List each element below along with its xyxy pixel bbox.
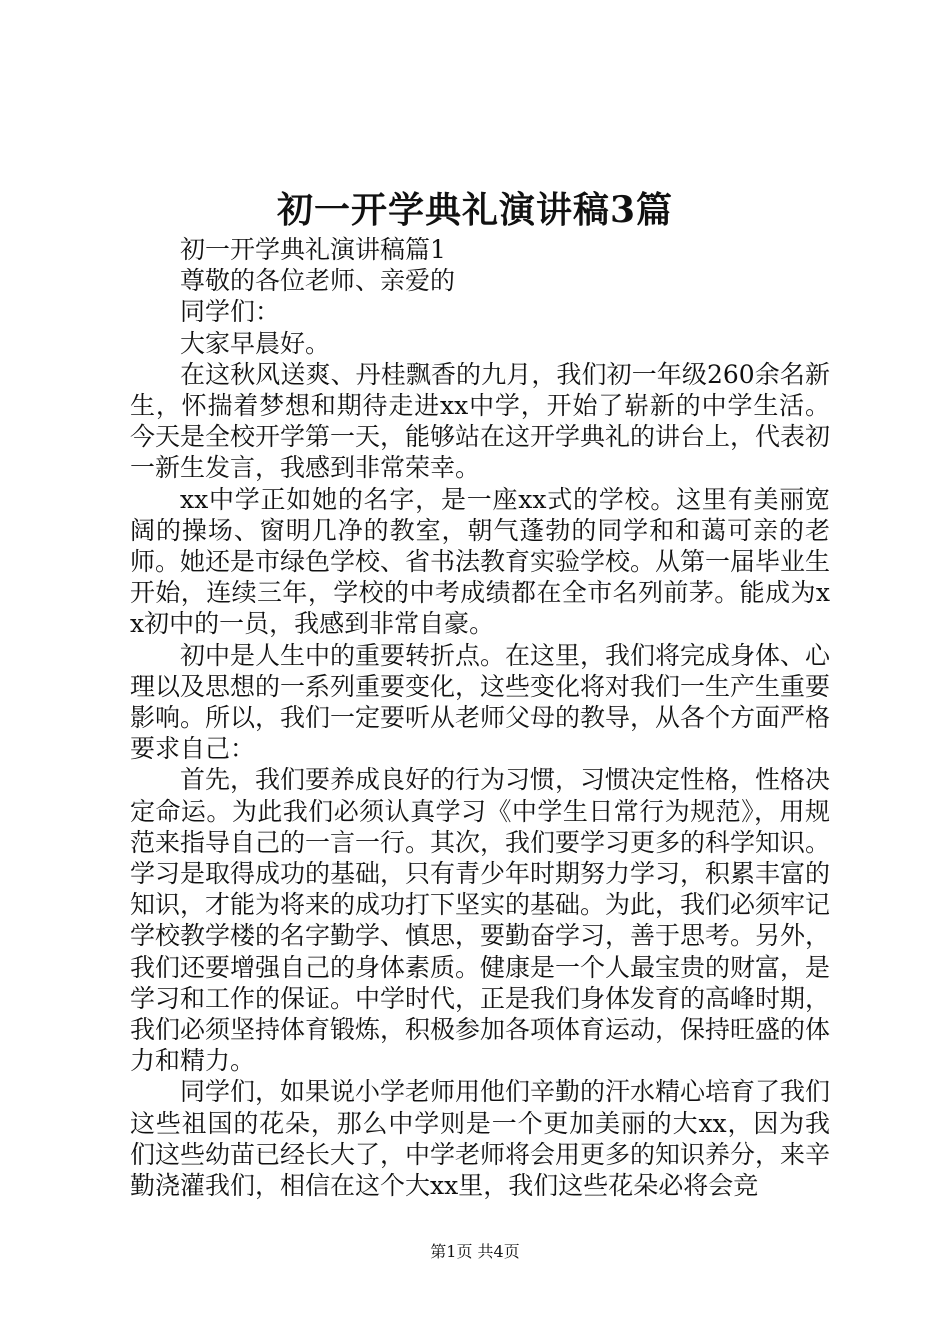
paragraph-salutation: 尊敬的各位老师、亲爱的 (180, 266, 456, 296)
page-footer: 第1页 共4页 (430, 1242, 520, 1261)
paragraph-salutation-cont: 同学们： (180, 297, 281, 327)
paragraph-greeting: 大家早晨好。 (180, 328, 331, 358)
paragraph-turning-point: 初中是人生中的重要转折点。在这里，我们将完成身体、心理以及思想的一系列重要变化，这些变化将对我们一生产生重要影响。所以，我们一定要听从老师父母的教导，从各个方面严格要求自己： (130, 640, 831, 764)
paragraph-intro: 在这秋风送爽、丹桂飘香的九月，我们初一年级260余名新生，怀揣着梦想和期待走进xx中学，开始了崭新的中学生活。今天是全校开学第一天，能够站在这开学典礼的讲台上，代表初一新生发言，我感到非常荣幸。 (130, 359, 831, 483)
paragraph-heading: 初一开学典礼演讲稿篇1 (180, 235, 446, 264)
document-title: 初一开学典礼演讲稿3篇 (276, 189, 674, 231)
document-body (130, 234, 830, 1201)
paragraph-closing: 同学们，如果说小学老师用他们辛勤的汗水精心培育了我们这些祖国的花朵，那么中学则是一个更加美丽的大xx，因为我们这些幼苗已经长大了，中学老师将会用更多的知识养分，来辛勤浇灌我们，相信在这个大xx里，我们这些花朵必将会竞 (130, 1077, 831, 1201)
paragraph-school: xx中学正如她的名字，是一座xx式的学校。这里有美丽宽阔的操场、窗明几净的教室，朝气蓬勃的同学和和蔼可亲的老师。她还是市绿色学校、省书法教育实验学校。从第一届毕业生开始，连续三年，学校的中考成绩都在全市名列前茅。能成为xx初中的一员，我感到非常自豪。 (130, 484, 831, 639)
paragraph-requirements: 首先，我们要养成良好的行为习惯，习惯决定性格，性格决定命运。为此我们必须认真学习《中学生日常行为规范》，用规范来指导自己的一言一行。其次，我们要学习更多的科学知识。学习是取得成功的基础，只有青少年时期努力学习，积累丰富的知识，才能为将来的成功打下坚实的基础。为此，我们必须牢记学校教学楼的名字勤学、慎思，要勤奋学习，善于思考。另外，我们还要增强自己的身体素质。健康是一个人最宝贵的财富，是学习和工作的保证。中学时代，正是我们身体发育的高峰时期，我们必须坚持体育锻炼，积极参加各项体育运动，保持旺盛的体力和精力。 (130, 765, 831, 1076)
